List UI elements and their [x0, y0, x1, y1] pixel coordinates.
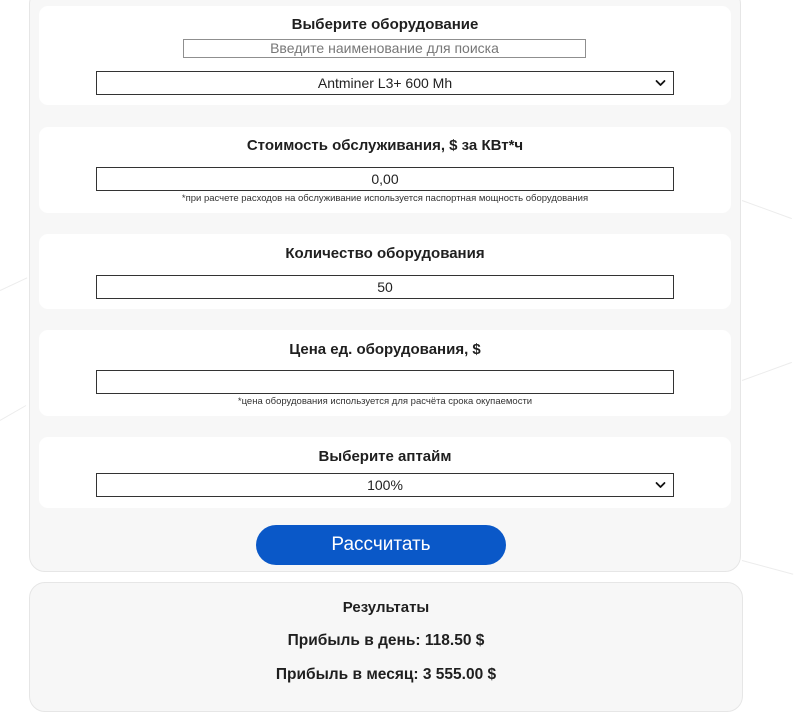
- background-decoration: [742, 200, 792, 219]
- uptime-select[interactable]: [96, 473, 674, 497]
- quantity-card: [39, 234, 731, 309]
- quantity-input[interactable]: 50: [96, 275, 674, 299]
- equipment-select-value: Antminer L3+ 600 Mh: [317, 75, 453, 91]
- profit-per-month: Прибыль в месяц: 3 555.00 $: [275, 666, 497, 683]
- service-cost-note: *при расчете расходов на обслуживание используется паспортная мощность оборудования: [181, 193, 589, 204]
- equipment-search-input[interactable]: Введите наименование для поиска: [183, 39, 586, 58]
- uptime-select-value: 100%: [367, 477, 403, 493]
- background-decoration: [0, 405, 26, 421]
- unit-price-title: Цена ед. оборудования, $: [289, 341, 481, 358]
- uptime-card: [39, 437, 731, 508]
- background-decoration: [742, 362, 792, 381]
- profit-per-day: Прибыль в день: 118.50 $: [287, 632, 485, 649]
- unit-price-card: [39, 330, 731, 416]
- service-cost-card: [39, 127, 731, 213]
- service-cost-input[interactable]: 0,00: [96, 167, 674, 191]
- equipment-title: Выберите оборудование: [291, 16, 479, 33]
- chevron-down-icon: [655, 75, 666, 91]
- calculate-button[interactable]: Рассчитать: [256, 525, 506, 565]
- results-title: Результаты: [342, 599, 430, 616]
- background-decoration: [0, 277, 27, 291]
- equipment-select[interactable]: [96, 71, 674, 95]
- service-cost-title: Стоимость обслуживания, $ за КВт*ч: [246, 137, 524, 154]
- unit-price-note: *цена оборудования используется для расчёта срока окупаемости: [237, 396, 533, 407]
- results-panel: [29, 582, 743, 712]
- unit-price-input[interactable]: [96, 370, 674, 394]
- uptime-title: Выберите аптайм: [318, 448, 452, 465]
- background-decoration: [742, 560, 793, 575]
- quantity-title: Количество оборудования: [285, 245, 485, 262]
- chevron-down-icon: [655, 477, 666, 493]
- equipment-card: [39, 6, 731, 105]
